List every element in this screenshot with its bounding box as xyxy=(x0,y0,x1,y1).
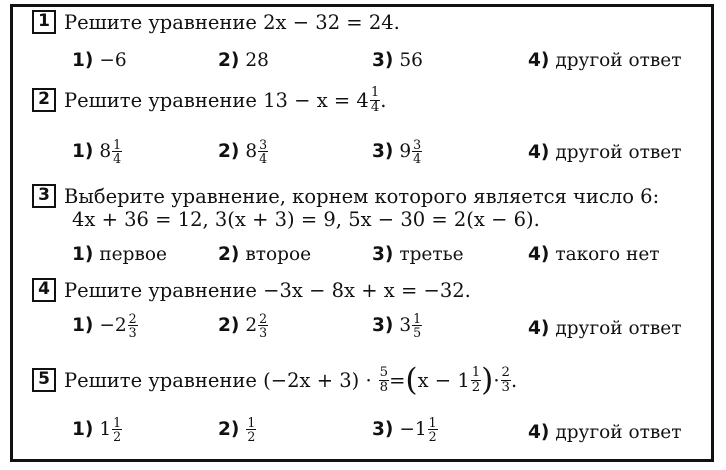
problem-4-question xyxy=(32,278,471,302)
problem-5-question: 5 Решите уравнение (−2x + 3) · $\frac{5}{8}$ = ( x − 1 $\frac{1}{2}$ ) · $\frac{2}{3}$ . xyxy=(32,366,517,395)
answer-option[interactable]: 2) 2 $\frac{2}{3}$ xyxy=(218,311,268,341)
fraction: $\frac{2}{3}$ xyxy=(501,365,510,395)
answer-option[interactable]: 4) другой ответ xyxy=(528,422,682,443)
answer-option[interactable]: 3) 9 $\frac{3}{4}$ xyxy=(372,137,422,167)
fraction: $\frac{3}{4}$ xyxy=(259,137,268,167)
problem-1-question xyxy=(32,10,400,34)
problem-number-badge: 3 xyxy=(32,184,56,208)
answer-option[interactable]: 1) −6 xyxy=(72,50,127,71)
question-text: Решите уравнение (−2x + 3) · xyxy=(64,368,372,392)
question-text: Решите уравнение −3x − 8x + x = −32. xyxy=(64,278,471,302)
fraction: $\frac{1}{4}$ xyxy=(113,137,122,167)
question-text: Выберите уравнение, корнем которого является число 6: xyxy=(64,184,660,208)
answer-option[interactable]: 1) −2 $\frac{2}{3}$ xyxy=(72,311,137,341)
answer-option[interactable]: 1) 1 $\frac{1}{2}$ xyxy=(72,415,122,445)
fraction: $\frac{1}{2}$ xyxy=(471,365,481,395)
problem-number-badge: 1 xyxy=(32,10,56,34)
left-paren: ( xyxy=(405,361,418,398)
right-paren: ) xyxy=(481,361,494,398)
fraction: $\frac{3}{4}$ xyxy=(413,137,422,167)
fraction: $\frac{1}{2}$ xyxy=(428,415,437,445)
answer-option[interactable]: 2) $\frac{1}{2}$ xyxy=(218,415,256,445)
answer-option[interactable]: 2) 28 xyxy=(218,50,269,71)
problem-2-question: 2 Решите уравнение 13 − x = 4 $\frac{1}{4}$ . xyxy=(32,86,386,115)
answer-option[interactable]: 4) такого нет xyxy=(528,244,660,265)
fraction: $\frac{1}{4}$ xyxy=(370,85,380,115)
answer-option[interactable]: 3) 56 xyxy=(372,50,423,71)
answer-option[interactable]: 1) 8 $\frac{1}{4}$ xyxy=(72,137,122,167)
answer-option[interactable]: 1) первое xyxy=(72,244,167,265)
answer-option[interactable]: 2) 8 $\frac{3}{4}$ xyxy=(218,137,268,167)
fraction: $\frac{5}{8}$ xyxy=(379,365,389,395)
question-text: Решите уравнение 2x − 32 = 24. xyxy=(64,10,400,34)
fraction: $\frac{2}{3}$ xyxy=(259,311,268,341)
question-text: Решите уравнение 13 − x = 4 xyxy=(64,88,369,112)
fraction: $\frac{1}{2}$ xyxy=(247,415,256,445)
answer-option[interactable]: 4) другой ответ xyxy=(528,142,682,163)
answer-option[interactable]: 4) другой ответ xyxy=(528,318,682,339)
answer-option[interactable]: 2) второе xyxy=(218,244,312,265)
answer-option[interactable]: 4) другой ответ xyxy=(528,50,682,71)
answer-option[interactable]: 3) −1 $\frac{1}{2}$ xyxy=(372,415,437,445)
fraction: $\frac{2}{3}$ xyxy=(128,311,137,341)
problem-3-question xyxy=(32,184,659,208)
problem-number-badge: 2 xyxy=(32,88,56,112)
answer-option[interactable]: 3) третье xyxy=(372,244,464,265)
problem-3-equations: 4x + 36 = 12, 3(x + 3) = 9, 5x − 30 = 2(x − 6). xyxy=(72,208,540,231)
fraction: $\frac{1}{5}$ xyxy=(413,311,422,341)
answer-option[interactable]: 3) 3 $\frac{1}{5}$ xyxy=(372,311,422,341)
problem-number-badge: 5 xyxy=(32,368,56,392)
problem-number-badge: 4 xyxy=(32,278,56,302)
fraction: $\frac{1}{2}$ xyxy=(113,415,122,445)
